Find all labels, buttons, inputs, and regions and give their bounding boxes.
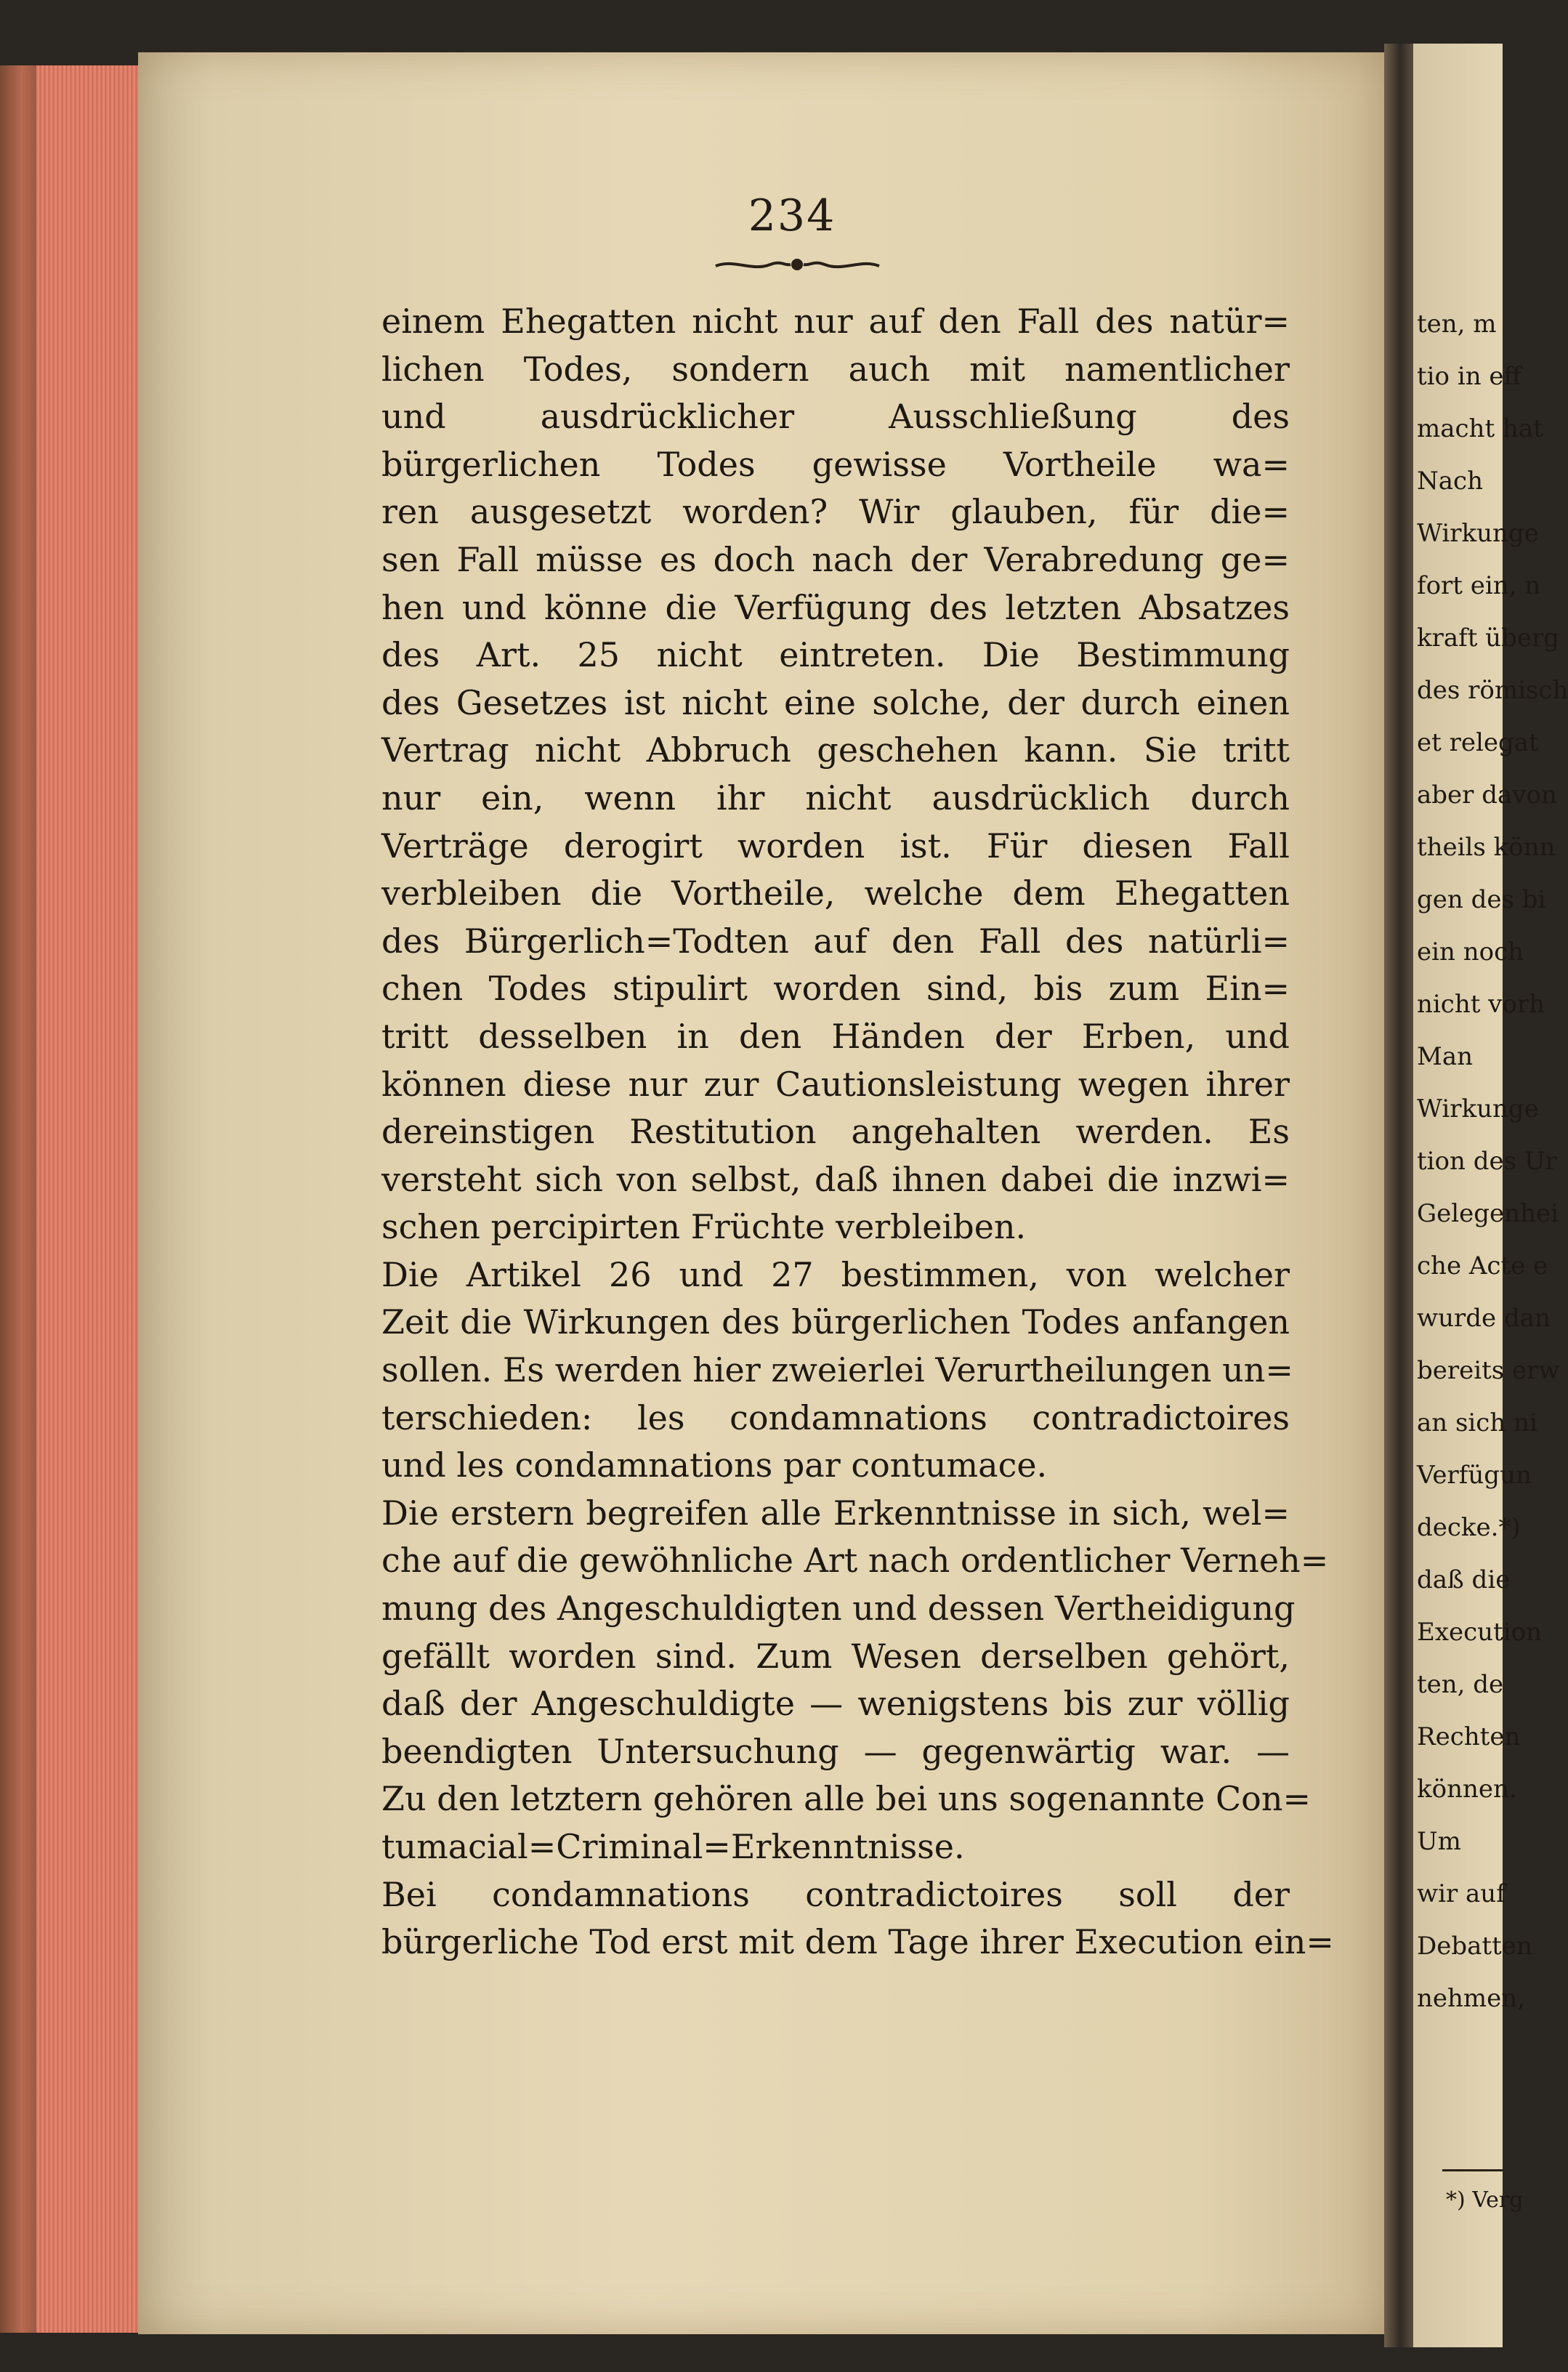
facing-page-line: decke.*): [1417, 1513, 1521, 1542]
body-line: tumacial=Criminal=Erkenntnisse.: [381, 1827, 965, 1866]
body-line: des Art. 25 nicht eintreten. Die Bestimmung: [381, 635, 1290, 675]
facing-page-line: aber davon: [1417, 780, 1557, 810]
facing-page-line: fort ein, n: [1417, 571, 1541, 600]
facing-page-line: bereits erw: [1417, 1356, 1560, 1385]
facing-page-line: et relegat: [1417, 728, 1539, 757]
facing-page-line: ten, m: [1417, 310, 1497, 339]
facing-page-line: Wirkunge: [1417, 519, 1539, 548]
body-line: des Gesetzes ist nicht eine solche, der durch einen: [381, 682, 1290, 722]
footnote-rule: [1442, 2169, 1503, 2171]
body-line: versteht sich von selbst, daß ihnen dabei die inzwi=: [381, 1159, 1290, 1199]
facing-page-line: des römisch: [1417, 676, 1568, 705]
body-line: dereinstigen Restitution angehalten werden. Es: [381, 1112, 1290, 1152]
facing-page-footnote: *) Verg: [1446, 2187, 1524, 2213]
facing-page-line: macht hat: [1417, 414, 1543, 443]
body-line: können diese nur zur Cautionsleistung wegen ihrer: [381, 1064, 1290, 1104]
facing-page-line: können.: [1417, 1775, 1517, 1804]
body-line: Die erstern begreifen alle Erkenntnisse in sich, wel=: [381, 1493, 1290, 1533]
book-cover-edge: [0, 65, 36, 2333]
facing-page-line: Verfügun: [1417, 1461, 1532, 1490]
facing-page-line: tion des Ur: [1417, 1147, 1557, 1176]
body-line: gefällt worden sind. Zum Wesen derselben gehört,: [381, 1636, 1290, 1676]
body-line: Bei condamnations contradictoires soll der: [381, 1874, 1290, 1914]
facing-page-line: Um: [1417, 1827, 1461, 1856]
ornament-divider: [712, 251, 883, 278]
body-line: chen Todes stipulirt worden sind, bis zum Ein=: [381, 969, 1290, 1009]
facing-page-line: wurde dan: [1417, 1304, 1551, 1333]
body-line: bürgerliche Tod erst mit dem Tage ihrer Execution ein=: [381, 1922, 1334, 1962]
facing-page-line: Rechten: [1417, 1722, 1521, 1751]
facing-page-line: Man: [1417, 1042, 1473, 1071]
body-line: schen percipirten Früchte verbleiben.: [381, 1207, 1027, 1247]
body-line: sen Fall müsse es doch nach der Verabredung ge=: [381, 539, 1290, 579]
body-line: che auf die gewöhnliche Art nach ordentlicher Verneh=: [381, 1541, 1329, 1581]
body-line: Die Artikel 26 und 27 bestimmen, von welcher: [381, 1254, 1290, 1294]
facing-page-line: che Acte e: [1417, 1251, 1548, 1280]
facing-page-line: nehmen,: [1417, 1984, 1525, 2013]
facing-page-line: Gelegenhei: [1417, 1199, 1559, 1228]
body-line: einem Ehegatten nicht nur auf den Fall des natür=: [381, 302, 1290, 341]
facing-page-line: ten, de: [1417, 1670, 1504, 1699]
body-line: bürgerlichen Todes gewisse Vortheile wa=: [381, 444, 1290, 484]
facing-page-line: an sich ni: [1417, 1408, 1537, 1437]
body-line: tritt desselben in den Händen der Erben, und: [381, 1016, 1290, 1056]
body-line: Vertrag nicht Abbruch geschehen kann. Sie tritt: [381, 730, 1290, 770]
body-line: sollen. Es werden hier zweierlei Verurtheilungen un=: [381, 1350, 1293, 1390]
body-line: terschieden: les condamnations contradictoires: [381, 1397, 1290, 1437]
body-line: Zu den letztern gehören alle bei uns sogenannte Con=: [381, 1779, 1312, 1819]
facing-page-line: tio in eff: [1417, 362, 1521, 391]
facing-page-line: theils könn: [1417, 833, 1556, 862]
facing-page-line: gen des bi: [1417, 885, 1546, 914]
facing-page-line: nicht vorh: [1417, 990, 1545, 1019]
body-line: des Bürgerlich=Todten auf den Fall des natürli=: [381, 921, 1290, 961]
body-line: mung des Angeschuldigten und dessen Vertheidigung: [381, 1589, 1296, 1629]
facing-page-line: daß die: [1417, 1565, 1511, 1594]
body-line: verbleiben die Vortheile, welche dem Ehegatten: [381, 874, 1290, 913]
facing-page-line: Debatten: [1417, 1932, 1532, 1961]
facing-page-line: kraft überg: [1417, 624, 1559, 653]
book-gutter: [1384, 44, 1413, 2347]
facing-page-line: Wirkunge: [1417, 1094, 1539, 1124]
body-line: und les condamnations par contumace.: [381, 1445, 1048, 1485]
facing-page-text: [1417, 298, 1568, 2025]
body-line: nur ein, wenn ihr nicht ausdrücklich durch: [381, 778, 1290, 818]
body-line: Zeit die Wirkungen des bürgerlichen Todes anfangen: [381, 1302, 1290, 1342]
body-line: hen und könne die Verfügung des letzten Absatzes: [381, 587, 1290, 627]
body-line: und ausdrücklicher Ausschließung des: [381, 397, 1290, 437]
body-line: beendigten Untersuchung — gegenwärtig war. —: [381, 1731, 1290, 1771]
body-line: ren ausgesetzt worden? Wir glauben, für die=: [381, 492, 1290, 532]
body-text: [381, 298, 1334, 1966]
body-line: lichen Todes, sondern auch mit namentlicher: [381, 349, 1290, 389]
facing-page-line: ein noch: [1417, 937, 1524, 967]
facing-page-line: Execution: [1417, 1618, 1542, 1647]
body-line: daß der Angeschuldigte — wenigstens bis zur völlig: [381, 1684, 1290, 1724]
body-line: Verträge derogirt worden ist. Für diesen Fall: [381, 826, 1290, 866]
book-page-edges: [36, 65, 138, 2333]
facing-page-line: wir auf: [1417, 1879, 1506, 1908]
page-number: 234: [748, 190, 836, 241]
facing-page-line: Nach: [1417, 467, 1483, 496]
